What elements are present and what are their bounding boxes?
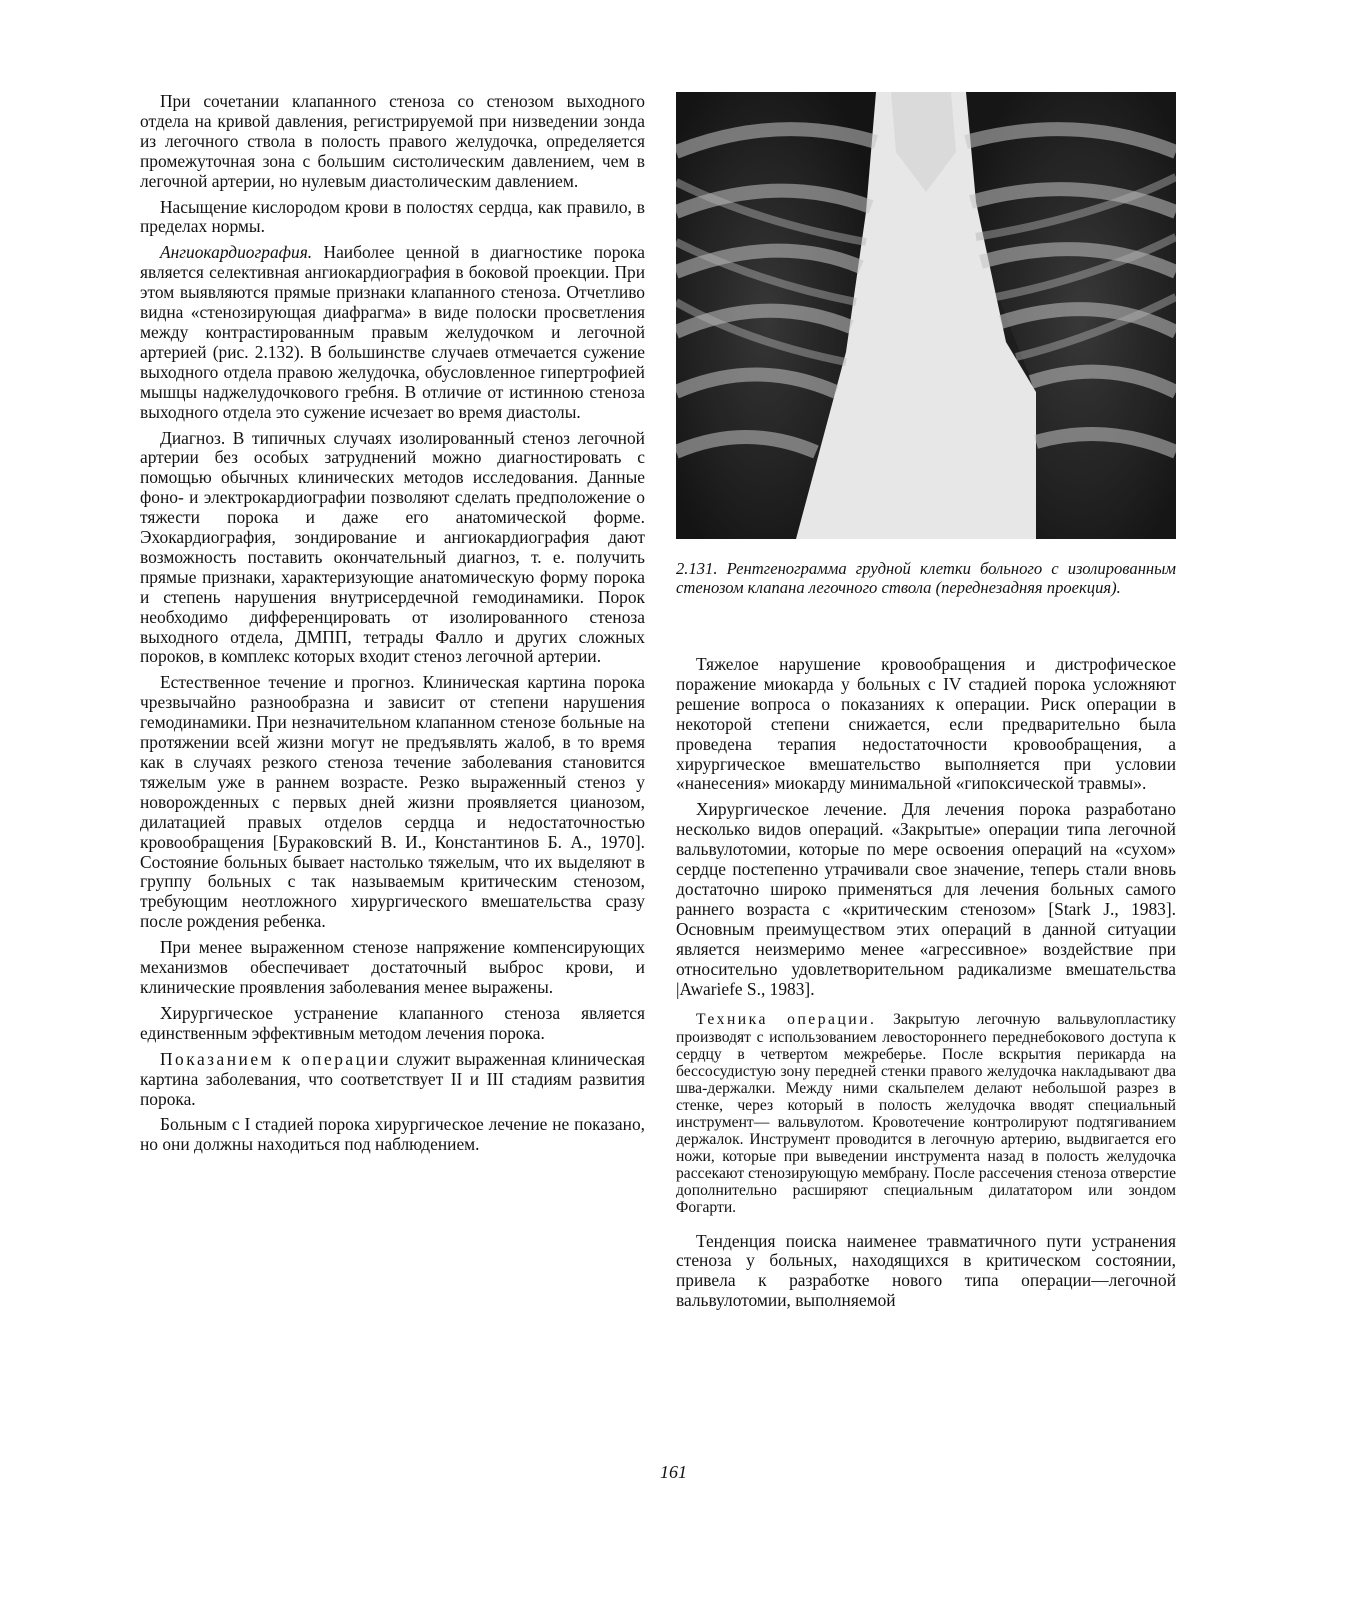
- paragraph: Больным с I стадией порока хирургическое лечение не показано, но они должны находиться под наблюдением.: [140, 1114, 645, 1155]
- paragraph-body: Наиболее ценной в диагностике порока является селективная ангиокардиография в боковой проекции. При этом выявляются прямые признаки клапанного стеноза. Отчетливо видна «стенозирующая диафрагма» в виде полоски просветления между контрастированным правым желудочком и легочной артерией (рис. 2.132). В большинстве случаев отмечается сужение выходного отдела правою желудочка, обусловленное гипертрофией мышцы наджелудочкового гребня. В отличие от истинною стеноза выходного отдела это сужение исчезает во время диастолы.: [140, 242, 645, 422]
- paragraph: Насыщение кислородом крови в полостях сердца, как правило, в пределах нормы.: [140, 196, 645, 237]
- right-text-block: [676, 655, 1176, 999]
- paragraph: [676, 1011, 1176, 1216]
- left-column: [140, 92, 645, 1161]
- figure-caption: 2.131. Рентгенограмма грудной клетки больного с изолированным стенозом клапана легочного ствола (переднезадняя проекция).: [676, 559, 1176, 597]
- chest-xray-image: [676, 92, 1176, 539]
- paragraph: При менее выраженном стенозе напряжение компенсирующих механизмов обеспечивает достаточный выброс крови, и клинические проявления заболевания менее выражены.: [140, 937, 645, 997]
- page-number: 161: [660, 1462, 687, 1482]
- paragraph-body: Закрытую легочную вальвулопластику производят с использованием левостороннего переднебокового доступа к сердцу в четвертом межреберье. После вскрытия перикарда на бессосудистую зону передней стенки правого желудочка накладывают два шва-держалки. Между ними скальпелем делают небольшой разрез в стенке, через который в полость желудочка вводят специальный инструмент— вальвулотом. Кровотечение контролируют подтягиванием держалок. Инструмент проводится в легочную артерию, выдвигается его ножи, которые при выведении инструмента назад в полость желудочка рассекают стенозирующую мембрану. После рассечения стеноза отверстие дополнительно расширяют специальным дилататором или зондом Фогарти.: [676, 1011, 1176, 1217]
- paragraph: Тенденция поиска наименее травматичного пути устранения стеноза у больных, находящихся в критическом состоянии, привела к разработке нового типа операции—легочной вальвулотомии, выполняемой: [676, 1230, 1176, 1311]
- paragraph: [140, 1050, 645, 1110]
- paragraph-lead: Показанием к операции: [160, 1048, 392, 1069]
- paragraph-lead: Техника операции.: [696, 1011, 877, 1029]
- paragraph: Хирургическое устранение клапанного стеноза является единственным эффективным методом лечения порока.: [140, 1002, 645, 1043]
- paragraph: Хирургическое лечение. Для лечения порока разработано несколько видов операций. «Закрытые» операции типа легочной вальвулотомии, которые по мере освоения операций на «сухом» сердце постепенно утрачивали свое значение, теперь стали вновь достаточно широко применяться для лечения больных самого раннего возраста с «критическим стенозом» [Stark J., 1983]. Основным преимуществом этих операций в данной ситуации является неизмеримо менее «агрессивное» воздействие при относительно удовлетворительном радикализме вмешательства |Awariefe S., 1983].: [676, 799, 1176, 999]
- right-text-continued: [676, 1232, 1176, 1312]
- paragraph: Тяжелое нарушение кровообращения и дистрофическое поражение миокарда у больных с IV стадией порока усложняют решение вопроса о показаниях к операции. Риск операции в некоторой степени снижается, если предварительно была проведена терапия недостаточности кровообращения, а хирургическое вмешательство выполняется при условии «нанесения» миокарду минимальной «гипоксической травмы».: [676, 654, 1176, 794]
- paragraph: Естественное течение и прогноз. Клиническая картина порока чрезвычайно разнообразна и зависит от степени нарушения гемодинамики. При незначительном клапанном стенозе больные на протяжении всей жизни могут не предъявлять жалоб, в то время как в случаях резкого стеноза течение заболевания становится тяжелым уже в раннем возрасте. Резко выраженный стеноз у новорожденных с первых дней жизни проявляется цианозом, дилатацией правых отделов сердца и недостаточностью кровообращения [Бураковский В. И., Константинов Б. А., 1970]. Состояние больных бывает настолько тяжелым, что их выделяют в группу больных с так называемым критическим стенозом, требующим неотложного хирургического вмешательства сразу после рождения ребенка.: [140, 672, 645, 932]
- small-print-block: [676, 1011, 1176, 1216]
- paragraph: Диагноз. В типичных случаях изолированный стеноз легочной артерии без особых затруднений можно диагностировать с помощью обычных клинических методов исследования. Данные фоно- и электрокардиографии позволяют сделать предположение о тяжести порока и даже его анатомической форме. Эхокардиография, зондирование и ангиокардиография дают возможность поставить окончательный диагноз, т. е. получить прямые признаки, характеризующие анатомическую форму порока и степень нарушения внутрисердечной гемодинамики. Порок необходимо дифференцировать от изолированного стеноза выходного отдела, ДМПП, тетрады Фалло и других сложных пороков, в комплекс которых входит стеноз легочной артерии.: [140, 427, 645, 667]
- xray-drawing: [676, 92, 1176, 539]
- paragraph-body: служит выраженная клиническая картина заболевания, что соответствует II и III стадиям развития порока.: [140, 1048, 645, 1109]
- paragraph: [140, 243, 645, 422]
- paragraph: При сочетании клапанного стеноза со стенозом выходного отдела на кривой давления, регистрируемой при низведении зонда из легочного ствола в полость правого желудочка, определяется промежуточная зона с большим систолическим давлением, чем в легочной артерии, но нулевым диастолическим давлением.: [140, 91, 645, 191]
- paragraph-lead: Ангиокардиография.: [160, 242, 313, 263]
- right-column: [676, 92, 1176, 1317]
